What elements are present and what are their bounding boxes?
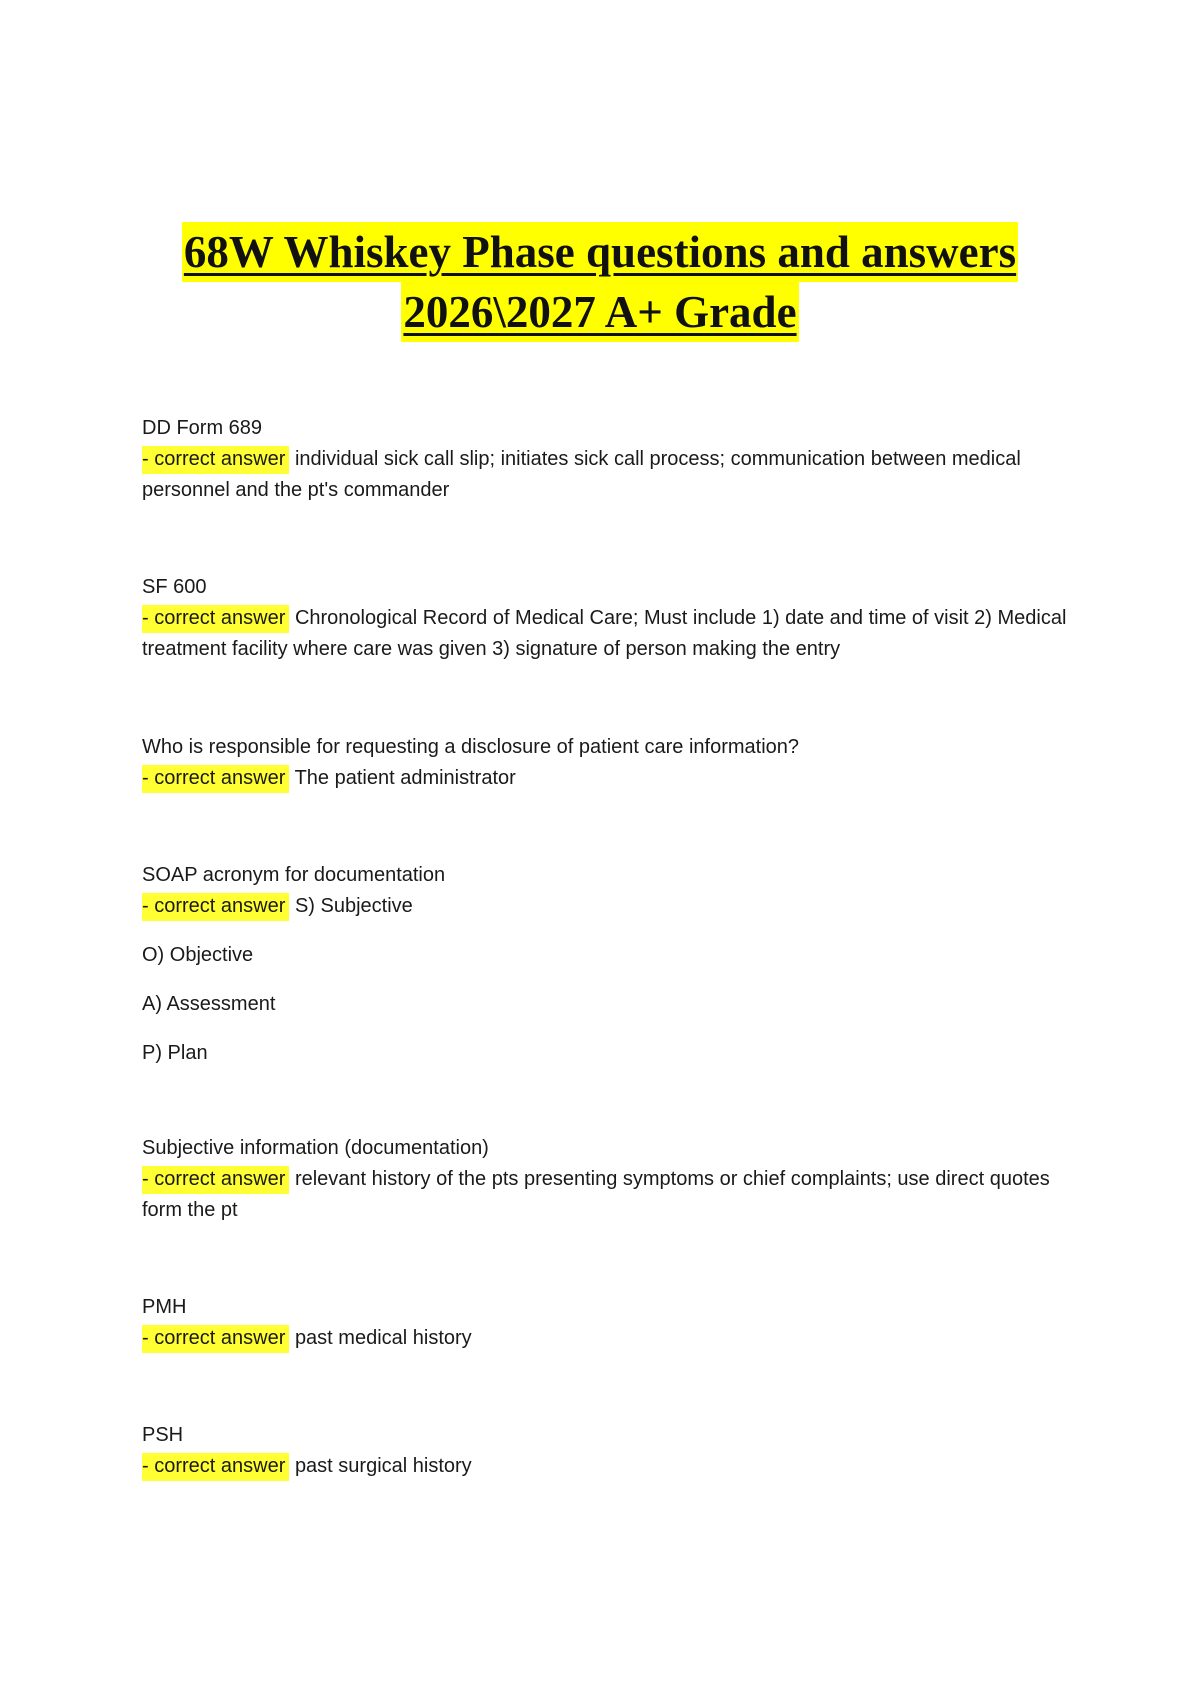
answer-paragraph xyxy=(142,891,1082,922)
qa-item xyxy=(142,572,1082,665)
question-text: SF 600 xyxy=(142,576,207,598)
answer-text: Chronological Record of Medical Care; Must include 1) date and time of visit 2) Medical treatment facility where care was given 3) signature of person making the entry xyxy=(142,607,1067,660)
document-title xyxy=(0,222,1200,342)
question-text: Subjective information (documentation) xyxy=(142,1137,489,1159)
correct-answer-tag: - correct answer xyxy=(142,765,289,793)
answer-paragraph xyxy=(142,444,1082,506)
title-line-1: 68W Whiskey Phase questions and answers xyxy=(182,222,1018,282)
soap-line-objective: O) Objective xyxy=(142,944,254,966)
qa-item xyxy=(142,413,1082,506)
correct-answer-tag: - correct answer xyxy=(142,893,289,921)
title-line-2: 2026\2027 A+ Grade xyxy=(401,282,798,342)
answer-paragraph xyxy=(142,1323,1082,1354)
answer-text: individual sick call slip; initiates sick call process; communication between medical personnel and the pt's commander xyxy=(142,448,1021,501)
qa-item xyxy=(142,732,1082,794)
qa-item xyxy=(142,1133,1082,1226)
answer-text: relevant history of the pts presenting symptoms or chief complaints; use direct quotes form the pt xyxy=(142,1168,1050,1221)
qa-item xyxy=(142,1420,1082,1482)
question-text: PMH xyxy=(142,1296,187,1318)
answer-text: past medical history xyxy=(294,1327,472,1349)
qa-item xyxy=(142,1292,1082,1354)
question-text: Who is responsible for requesting a disclosure of patient care information? xyxy=(142,736,800,758)
answer-paragraph xyxy=(142,763,1082,794)
question-text: SOAP acronym for documentation xyxy=(142,864,446,886)
question-text: PSH xyxy=(142,1424,184,1446)
correct-answer-tag: - correct answer xyxy=(142,1453,289,1481)
answer-paragraph xyxy=(142,1451,1082,1482)
correct-answer-tag: - correct answer xyxy=(142,1325,289,1353)
answer-text: The patient administrator xyxy=(294,767,516,789)
correct-answer-tag: - correct answer xyxy=(142,605,289,633)
correct-answer-tag: - correct answer xyxy=(142,1166,289,1194)
answer-paragraph xyxy=(142,1164,1082,1226)
question-text: DD Form 689 xyxy=(142,417,263,439)
soap-line-plan: P) Plan xyxy=(142,1042,208,1064)
answer-paragraph xyxy=(142,603,1082,665)
answer-text: past surgical history xyxy=(294,1455,472,1477)
answer-text: S) Subjective xyxy=(294,895,413,917)
correct-answer-tag: - correct answer xyxy=(142,446,289,474)
soap-line-assessment: A) Assessment xyxy=(142,993,276,1015)
qa-item xyxy=(142,860,1082,1069)
